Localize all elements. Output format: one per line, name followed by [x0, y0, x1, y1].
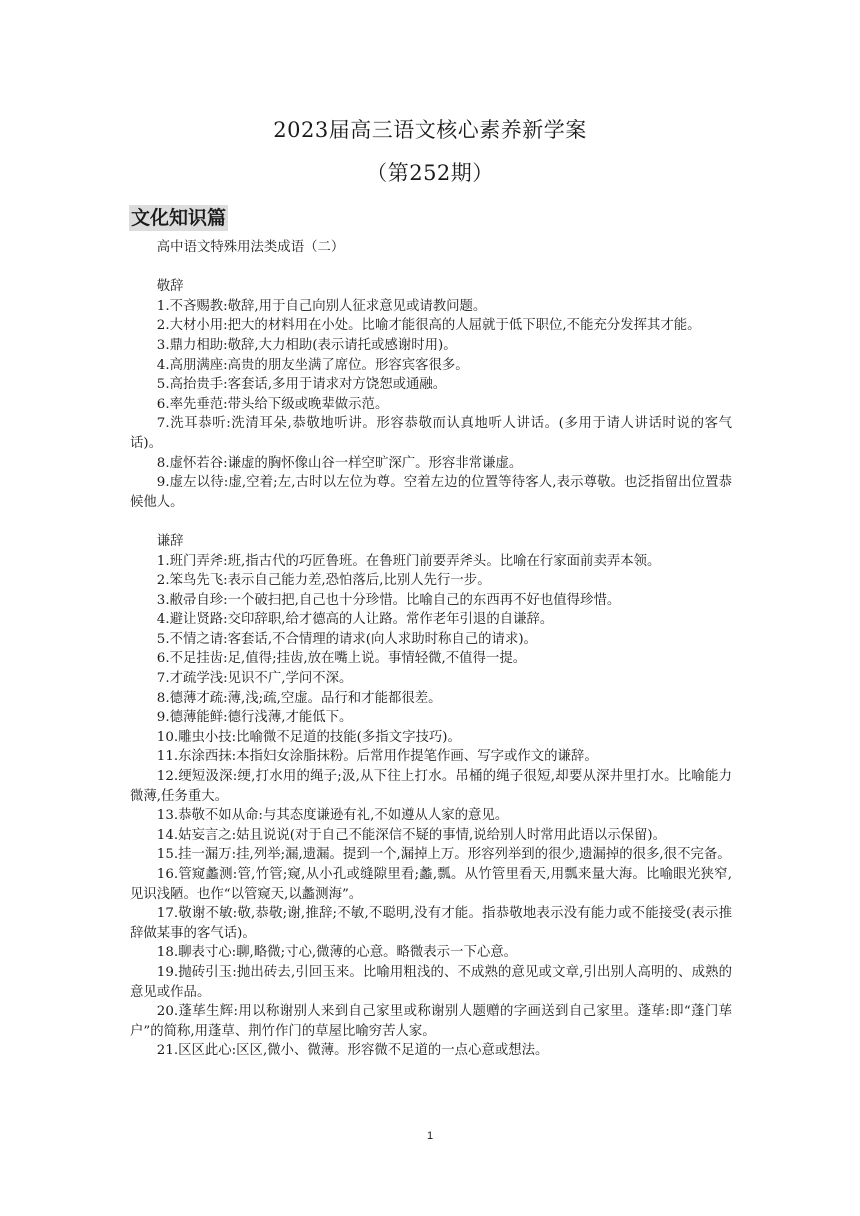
list-item: 2.笨鸟先飞:表示自己能力差,恐怕落后,比别人先行一步。: [156, 573, 491, 589]
list-item: 12.绠短汲深:绠,打水用的绳子;汲,从下往上打水。吊桶的绳子很短,却要从深井里打水。比喻能力微薄,任务重大。: [130, 769, 732, 804]
group-heading-honorific: 敬辞: [156, 279, 184, 295]
list-item: 6.率先垂范:带头给下级或晚辈做示范。: [156, 396, 389, 412]
list-item: 17.敬谢不敏:敬,恭敬;谢,推辞;不敏,不聪明,没有才能。指恭敬地表示没有能力或不能接受(表示推辞做某事的客气话)。: [130, 906, 732, 941]
section-heading: 文化知识篇: [131, 207, 227, 229]
page-number: 1: [426, 1130, 434, 1142]
list-item: 5.不情之请:客套话,不合情理的请求(向人求助时称自己的请求)。: [156, 631, 537, 647]
list-item: 4.避让贤路:交印辞职,给才德高的人让路。常作老年引退的自谦辞。: [156, 612, 554, 628]
issue-number: （第252期）: [366, 161, 494, 185]
list-item: 15.挂一漏万:挂,列举;漏,遗漏。提到一个,漏掉上万。形容列举到的很少,遗漏掉的很多,很不完备。: [156, 847, 731, 863]
list-item: 8.虚怀若谷:谦虚的胸怀像山谷一样空旷深广。形容非常谦虚。: [156, 455, 523, 471]
list-item: 8.德薄才疏:薄,浅;疏,空虚。品行和才能都很差。: [156, 690, 442, 706]
article-body: [130, 238, 732, 1061]
list-item: 20.蓬荜生辉:用以称谢别人来到自己家里或称谢别人题赠的字画送到自己家里。蓬荜:即“蓬门荜户”的简称,用蓬草、荆竹作门的草屋比喻穷苦人家。: [130, 1004, 732, 1039]
list-item: 18.聊表寸心:聊,略微;寸心,微薄的心意。略微表示一下心意。: [156, 945, 518, 961]
list-item: 3.敝帚自珍:一个破扫把,自己也十分珍惜。比喻自己的东西再不好也值得珍惜。: [156, 592, 621, 608]
list-item: 9.虚左以待:虚,空着;左,古时以左位为尊。空着左边的位置等待客人,表示尊敬。也泛指留出位置恭候他人。: [130, 475, 732, 510]
article-subtitle: 高中语文特殊用法类成语（二）: [156, 240, 345, 255]
group-heading-humble: 谦辞: [156, 533, 184, 549]
list-item: 14.姑妄言之:姑且说说(对于自己不能深信不疑的事情,说给别人时常用此语以示保留)。: [156, 827, 666, 843]
list-item: 3.鼎力相助:敬辞,大力相助(表示请托或感谢时用)。: [156, 337, 457, 353]
list-item: 9.德薄能鲜:德行浅薄,才能低下。: [156, 710, 353, 726]
list-item: 4.高朋满座:高贵的朋友坐满了席位。形容宾客很多。: [156, 357, 469, 373]
list-item: 5.高抬贵手:客套话,多用于请求对方饶恕或通融。: [156, 377, 447, 393]
list-item: 10.雕虫小技:比喻微不足道的技能(多指文字技巧)。: [156, 729, 461, 745]
list-item: 7.洗耳恭听:洗清耳朵,恭敬地听讲。形容恭敬而认真地听人讲话。(多用于请人讲话时说的客气话)。: [130, 416, 732, 451]
list-item: 11.东涂西抹:本指妇女涂脂抹粉。后常用作提笔作画、写字或作文的谦辞。: [156, 749, 598, 765]
list-item: 1.不吝赐教:敬辞,用于自己向别人征求意见或请教问题。: [156, 298, 487, 314]
list-item: 21.区区此心:区区,微小、微薄。形容微不足道的一点心意或想法。: [156, 1043, 549, 1059]
list-item: 7.才疏学浅:见识不广,学问不深。: [156, 671, 353, 687]
list-item: 6.不足挂齿:足,值得;挂齿,放在嘴上说。事情轻微,不值得一提。: [156, 651, 527, 667]
list-item: 16.管窥蠡测:管,竹管;窥,从小孔或缝隙里看;蠡,瓢。从竹管里看天,用瓢来量大海。比喻眼光狭窄,见识浅陋。也作“以管窥天,以蠡测海”。: [130, 867, 732, 902]
list-item: 13.恭敬不如从命:与其态度谦逊有礼,不如遵从人家的意见。: [156, 808, 509, 824]
list-item: 2.大材小用:把大的材料用在小处。比喻才能很高的人屈就于低下职位,不能充分发挥其才能。: [156, 318, 701, 334]
list-item: 19.抛砖引玉:抛出砖去,引回玉来。比喻用粗浅的、不成熟的意见或文章,引出别人高明的、成熟的意见或作品。: [130, 964, 732, 1000]
list-item: 1.班门弄斧:班,指古代的巧匠鲁班。在鲁班门前要弄斧头。比喻在行家面前卖弄本领。: [156, 553, 661, 569]
document-title: 2023届高三语文核心素养新学案: [273, 118, 587, 142]
